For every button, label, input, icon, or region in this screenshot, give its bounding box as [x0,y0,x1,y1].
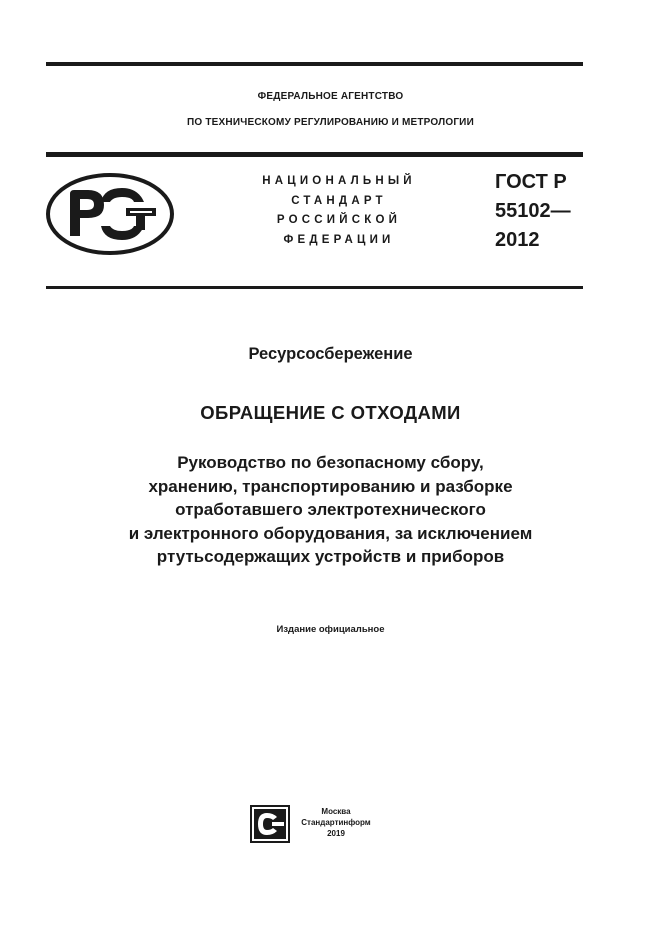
subtitle-line2: хранению, транспортированию и разборке [148,476,513,496]
subtitle-line4: и электронного оборудования, за исключением [128,523,533,543]
standard-type-line2: СТАНДАРТ [291,194,387,207]
subtitle-line5: ртутьсодержащих устройств и приборов [156,547,505,566]
standartinform-logo-icon [250,805,290,843]
document-subject: Ресурсосбережение [248,345,413,363]
designation-line1: ГОСТ Р [495,171,567,193]
publisher-year: 2019 [327,829,345,838]
publisher-city: Москва [321,807,351,816]
subtitle-line1: Руководство по безопасному сбору, [177,453,484,472]
top-rule [46,62,583,66]
agency-name-line2: ПО ТЕХНИЧЕСКОМУ РЕГУЛИРОВАНИЮ И МЕТРОЛОГИИ [187,117,474,128]
edition-note: Издание официальное [276,624,385,635]
designation-line2: 55102— [495,200,571,222]
agency-name-line1: ФЕДЕРАЛЬНОЕ АГЕНТСТВО [257,91,404,102]
standard-type-line4: ФЕДЕРАЦИИ [283,233,395,246]
standard-type-line1: НАЦИОНАЛЬНЫЙ [262,175,416,187]
standard-type-block [222,172,456,250]
publisher-block [294,806,378,839]
document-subtitle [40,451,621,569]
standard-designation [495,168,571,255]
middle-rule [46,152,583,157]
document-title: ОБРАЩЕНИЕ С ОТХОДАМИ [200,402,461,423]
designation-line3: 2012 [495,229,540,251]
standard-type-line3: РОССИЙСКОЙ [276,214,402,226]
rst-conformity-mark-icon [44,172,176,256]
subtitle-line3: отработавшего электротехнического [175,500,486,519]
bottom-rule [46,286,583,289]
publisher-name: Стандартинформ [301,818,371,827]
